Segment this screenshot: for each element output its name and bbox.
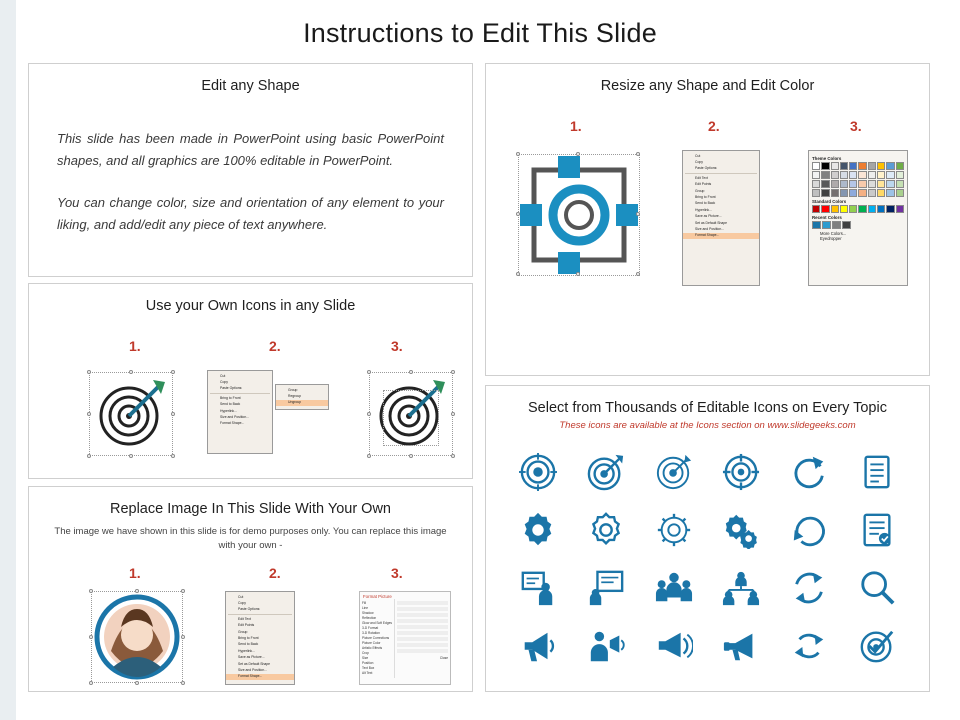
format-picture-title: Format Picture [363, 594, 392, 599]
menu-item-hyperlink[interactable]: Hyperlink... [238, 648, 255, 653]
resize-step-numbers [486, 118, 929, 144]
menu-item-format-shape[interactable]: Format Shape... [683, 233, 759, 239]
replace-image-step-numbers [29, 565, 472, 591]
panel-edit-shape [28, 63, 473, 277]
menu-item-set-default-shape[interactable]: Set as Default Shape [238, 661, 271, 666]
replace-step-1-number: 1. [129, 565, 141, 581]
group-submenu-thumbnail[interactable] [275, 384, 329, 410]
menu-item-hyperlink[interactable]: Hyperlink... [220, 408, 237, 413]
resize-handle-s[interactable] [135, 681, 139, 685]
resize-handle-n[interactable] [576, 152, 580, 156]
panel-edit-shape-title: Edit any Shape [201, 78, 300, 94]
eyedropper-option[interactable]: Eyedropper [820, 236, 842, 241]
gears-icon[interactable] [722, 511, 760, 549]
gear-outline-icon[interactable] [587, 511, 625, 549]
menu-item-cut[interactable]: Cut [695, 153, 701, 158]
format-picture-options-area [395, 599, 450, 678]
format-section-3d-format[interactable]: 3-D Format [362, 626, 379, 630]
left-accent-bar [0, 0, 16, 720]
panel-replace-image-title: Replace Image In This Slide With Your Own [109, 501, 391, 517]
menu-item-format-shape[interactable]: Format Shape... [226, 674, 294, 680]
resize-handle-nw[interactable] [367, 370, 371, 374]
gear-icon[interactable] [519, 511, 557, 549]
menu-item-copy[interactable]: Copy [220, 379, 228, 384]
format-section-alt-text[interactable]: Alt Text [362, 671, 373, 675]
menu-item-bring-to-front[interactable]: Bring to Front [238, 635, 259, 640]
format-section-glow[interactable]: Glow and Soft Edges [362, 621, 392, 625]
resize-step-images [486, 144, 929, 294]
submenu-item-ungroup[interactable]: Ungroup [276, 400, 328, 406]
menu-item-edit-text[interactable]: Edit Text [695, 175, 708, 180]
recent-colors-row[interactable] [812, 221, 904, 229]
resize-handle-e[interactable] [451, 412, 455, 416]
panel-resize-shape [485, 63, 930, 376]
resize-handle-se[interactable] [171, 454, 175, 458]
resize-handle-w[interactable] [89, 635, 93, 639]
resize-handle-nw[interactable] [87, 370, 91, 374]
menu-item-edit-points[interactable]: Edit Points [238, 623, 255, 628]
own-icons-step-numbers [29, 338, 472, 364]
target-icon[interactable] [519, 453, 557, 491]
sync-arrows-icon[interactable] [790, 569, 828, 607]
replace-image-step-images [29, 591, 472, 691]
format-section-3d-rotation[interactable]: 3-D Rotation [362, 631, 380, 635]
resize-handle-sw[interactable] [516, 272, 520, 276]
format-picture-dialog-thumbnail[interactable] [359, 591, 451, 685]
crosshair-icon[interactable] [722, 453, 760, 491]
format-section-text-box[interactable]: Text Box [362, 666, 375, 670]
resize-handle-sw[interactable] [367, 454, 371, 458]
bullhorn-icon[interactable] [722, 627, 760, 665]
own-icons-step-1-number: 1. [129, 338, 141, 354]
shape-with-handles-thumbnail [516, 152, 642, 282]
target-check-icon[interactable] [858, 627, 896, 665]
menu-item-size-and-position[interactable]: Size and Position... [238, 667, 268, 672]
photo-placeholder-thumbnail [91, 591, 183, 683]
theme-colors-row-1[interactable] [812, 162, 904, 170]
menu-item-edit-text[interactable]: Edit Text [238, 616, 251, 621]
resize-handle-e[interactable] [636, 212, 640, 216]
resize-handle-s[interactable] [409, 454, 413, 458]
own-icons-step-2-number: 2. [269, 338, 281, 354]
menu-item-cut[interactable]: Cut [220, 373, 226, 378]
refresh-circle-icon[interactable] [790, 511, 828, 549]
edit-shape-paragraph-2: You can change color, size and orientation of any element to your liking, and add/edit any piece of text anywhere. [57, 195, 444, 232]
standard-colors-row[interactable] [812, 205, 904, 213]
format-section-size[interactable]: Size [362, 656, 369, 660]
format-section-picture-corrections[interactable]: Picture Corrections [362, 636, 390, 640]
menu-item-set-default-shape[interactable]: Set as Default Shape [695, 220, 728, 225]
resize-handle-ne[interactable] [181, 589, 185, 593]
resize-handle-w[interactable] [87, 412, 91, 416]
resize-handle-se[interactable] [451, 454, 455, 458]
page-title: Instructions to Edit This Slide [303, 18, 657, 48]
person-speaking-icon[interactable] [587, 627, 625, 665]
theme-colors-row-3[interactable] [812, 180, 904, 188]
panel-icon-library-title: Select from Thousands of Editable Icons on Every Topic [528, 400, 887, 416]
own-icons-step-3-number: 3. [391, 338, 403, 354]
icon-library-grid [504, 443, 911, 675]
menu-item-hyperlink[interactable]: Hyperlink... [695, 207, 712, 212]
resize-handle-e[interactable] [181, 635, 185, 639]
menu-item-paste-options[interactable]: Paste Options: [695, 166, 718, 171]
panel-resize-title: Resize any Shape and Edit Color [600, 78, 815, 94]
menu-item-edit-points[interactable]: Edit Points [695, 182, 712, 187]
replace-step-3-number: 3. [391, 565, 403, 581]
resize-handle-e[interactable] [171, 412, 175, 416]
recent-colors-label: Recent Colors [812, 215, 842, 220]
resize-handle-n[interactable] [409, 370, 413, 374]
person-presenting-icon[interactable] [519, 569, 557, 607]
checklist-document-icon[interactable] [858, 511, 896, 549]
menu-item-cut[interactable]: Cut [238, 594, 244, 599]
team-network-icon[interactable] [722, 569, 760, 607]
resize-handle-nw[interactable] [89, 589, 93, 593]
menu-item-save-as-picture[interactable]: Save as Picture... [238, 655, 265, 660]
refresh-arrow-icon[interactable] [790, 453, 828, 491]
resize-step-2-number: 2. [708, 118, 720, 134]
megaphone-icon[interactable] [519, 627, 557, 665]
format-section-crop[interactable]: Crop [362, 651, 369, 655]
replace-step-2-number: 2. [269, 565, 281, 581]
menu-item-format-shape[interactable]: Format Shape... [220, 421, 245, 426]
submenu-item-group[interactable]: Group [288, 387, 298, 392]
format-section-reflection[interactable]: Reflection [362, 616, 377, 620]
menu-item-send-to-back[interactable]: Send to Back [220, 402, 241, 407]
resize-handle-w[interactable] [367, 412, 371, 416]
selection-box [518, 154, 640, 276]
resize-step-1-number: 1. [570, 118, 582, 134]
own-icons-step-images [29, 364, 472, 474]
replace-image-note: The image we have shown in this slide is for demo purposes only. You can replace this image with your own - [54, 526, 447, 551]
target-dart-icon[interactable] [655, 453, 693, 491]
format-section-position[interactable]: Position [362, 661, 374, 665]
theme-colors-label: Theme Colors [812, 156, 842, 161]
panel-own-icons-title: Use your Own Icons in any Slide [145, 298, 356, 314]
resize-handle-nw[interactable] [516, 152, 520, 156]
menu-item-size-and-position[interactable]: Size and Position... [695, 226, 725, 231]
panel-icon-library [485, 385, 930, 692]
resize-handle-ne[interactable] [636, 152, 640, 156]
magnifier-icon[interactable] [858, 569, 896, 607]
target-arrow-icon[interactable] [587, 453, 625, 491]
menu-item-bring-to-front[interactable]: Bring to Front [695, 194, 716, 199]
resize-handle-w[interactable] [516, 212, 520, 216]
format-section-artistic-effects[interactable]: Artistic Effects [362, 646, 383, 650]
menu-item-copy[interactable]: Copy [238, 600, 246, 605]
panel-replace-image [28, 486, 473, 692]
format-picture-section-list[interactable] [360, 599, 395, 678]
edit-shape-paragraph-1: This slide has been made in PowerPoint using basic PowerPoint shapes, and all graphics are 100% editable in PowerPoint. [57, 131, 444, 168]
format-section-picture-color[interactable]: Picture Color [362, 641, 381, 645]
document-list-icon[interactable] [858, 453, 896, 491]
context-menu-thumbnail[interactable] [682, 150, 760, 286]
people-group-icon[interactable] [655, 569, 693, 607]
panel-own-icons [28, 283, 473, 479]
format-section-fill[interactable]: Fill [362, 601, 367, 605]
person-board-icon[interactable] [587, 569, 625, 607]
more-colors-option[interactable]: More Colors... [820, 231, 847, 236]
resize-handle-n[interactable] [135, 589, 139, 593]
menu-separator [685, 173, 757, 174]
menu-item-save-as-picture[interactable]: Save as Picture... [695, 214, 722, 219]
resize-handle-sw[interactable] [89, 681, 93, 685]
menu-item-size-and-position[interactable]: Size and Position... [220, 414, 250, 419]
resize-handle-se[interactable] [636, 272, 640, 276]
ungrouped-icon-thumbnail [367, 368, 457, 458]
menu-item-group[interactable]: Group [238, 629, 248, 634]
resize-handle-ne[interactable] [451, 370, 455, 374]
menu-item-paste-options[interactable]: Paste Options: [238, 607, 261, 612]
target-icon-thumbnail [87, 368, 177, 458]
resize-handle-s[interactable] [576, 272, 580, 276]
gear-thin-icon[interactable] [655, 511, 693, 549]
image-context-menu-thumbnail[interactable] [225, 591, 295, 685]
format-section-line[interactable]: Line [362, 606, 369, 610]
loudspeaker-icon[interactable] [655, 627, 693, 665]
resize-handle-sw[interactable] [87, 454, 91, 458]
format-section-shadow[interactable]: Shadow [362, 611, 374, 615]
resize-handle-s[interactable] [129, 454, 133, 458]
recycle-arrows-icon[interactable] [790, 627, 828, 665]
resize-handle-ne[interactable] [171, 370, 175, 374]
resize-handle-n[interactable] [129, 370, 133, 374]
menu-item-copy[interactable]: Copy [695, 159, 703, 164]
resize-handle-se[interactable] [181, 681, 185, 685]
theme-colors-row-2[interactable] [812, 171, 904, 179]
menu-item-send-to-back[interactable]: Send to Back [695, 201, 716, 206]
menu-item-paste-options[interactable]: Paste Options: [220, 386, 243, 391]
color-picker-thumbnail[interactable] [808, 150, 908, 286]
theme-colors-row-4[interactable] [812, 189, 904, 197]
submenu-item-regroup[interactable]: Regroup [288, 393, 302, 398]
panel-icon-library-subtitle: These icons are available at the Icons section on www.slidegeeks.com [559, 420, 856, 431]
menu-item-group[interactable]: Group [695, 188, 705, 193]
format-picture-close-button[interactable]: Close [439, 656, 448, 660]
menu-item-send-to-back[interactable]: Send to Back [238, 642, 259, 647]
icon-context-menu-thumbnail[interactable] [207, 370, 273, 454]
standard-colors-label: Standard Colors [812, 199, 847, 204]
menu-item-bring-to-front[interactable]: Bring to Front [220, 395, 241, 400]
resize-step-3-number: 3. [850, 118, 862, 134]
